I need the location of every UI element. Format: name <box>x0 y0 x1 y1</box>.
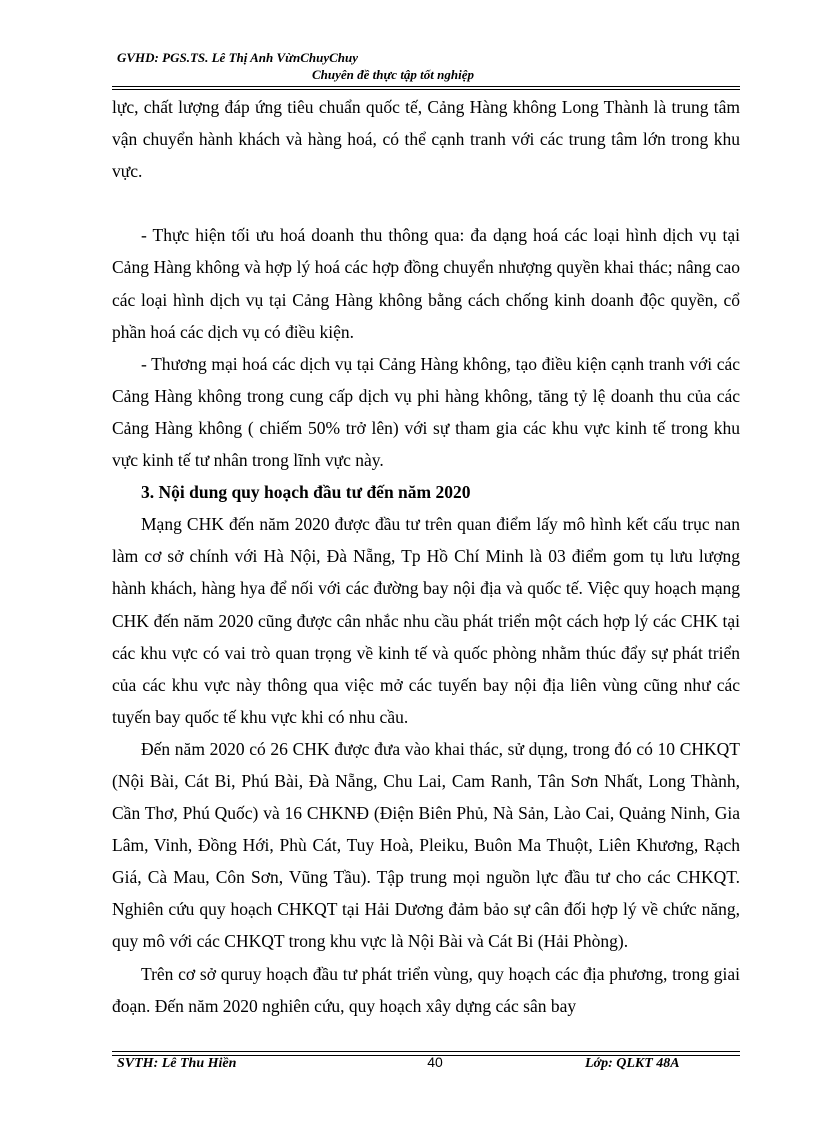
header-doc-type: Chuyên đề thực tập tốt nghiệp <box>312 67 474 82</box>
paragraph-network: Mạng CHK đến năm 2020 được đầu tư trên quan điểm lấy mô hình kết cấu trục nan làm cơ sở chính với Hà Nội, Đà Nẵng, Tp Hồ Chí Minh là 03 điểm gom tụ lưu lượng hành khách, hàng hya để nối với các đường bay nội địa và quốc tế. Việc quy hoạch mạng CHK đến năm 2020 cũng được cân nhắc nhu cầu phát triển một cách hợp lý các CHK tại các khu vực có vai trò quan trọng về kinh tế và quốc phòng nhằm thúc đẩy sự phát triển của các khu vực này thông qua việc mở các tuyến bay nội địa liên vùng cũng như các tuyến bay quốc tế khu vực khi có nhu cầu. <box>112 514 740 727</box>
paragraph-1: lực, chất lượng đáp ứng tiêu chuẩn quốc tế, Cảng Hàng không Long Thành là trung tâm vận chuyển hành khách và hàng hoá, có thể cạnh tranh với các trung tâm lớn trong khu vực. <box>112 97 740 182</box>
bullet-paragraph-revenue: - Thực hiện tối ưu hoá doanh thu thông qua: đa dạng hoá các loại hình dịch vụ tại Cảng Hàng không và hợp lý hoá các hợp đồng chuyển nhượng quyền khai thác; nâng cao các loại hình dịch vụ tại Cảng Hàng không bằng cách chống kinh doanh độc quyền, cổ phần hoá các dịch vụ có điều kiện. <box>112 225 740 342</box>
footer-class: Lớp: QLKT 48A <box>585 1056 680 1071</box>
footer-student: SVTH: Lê Thu Hiền <box>117 1056 237 1071</box>
header-divider <box>112 86 740 87</box>
bullet-paragraph-commercialization: - Thương mại hoá các dịch vụ tại Cảng Hàng không, tạo điều kiện cạnh tranh với các Cảng Hàng không trong cung cấp dịch vụ phi hàng không, tăng tỷ lệ doanh thu của các Cảng Hàng không ( chiếm 50% trở lên) với sự tham gia các khu vực kinh tế trong khu vực kinh tế tư nhân trong lĩnh vực này. <box>112 353 740 471</box>
page-number: 40 <box>427 1054 443 1070</box>
paragraph-planning: Trên cơ sở quruy hoạch đầu tư phát triển vùng, quy hoạch các địa phương, trong giai đoạn. Đến năm 2020 nghiên cứu, quy hoạch xây dựng các sân bay <box>112 963 740 1016</box>
footer-divider <box>112 1051 740 1052</box>
page-body <box>112 91 740 1022</box>
header-divider-double <box>112 89 740 90</box>
section-heading: 3. Nội dung quy hoạch đầu tư đến năm 2020 <box>141 482 471 503</box>
paragraph-airports-2020: Đến năm 2020 có 26 CHK được đưa vào khai thác, sử dụng, trong đó có 10 CHKQT (Nội Bài, Cát Bi, Phú Bài, Đà Nẵng, Chu Lai, Cam Ranh, Tân Sơn Nhất, Long Thành, Cần Thơ, Phú Quốc) và 16 CHKNĐ (Điện Biên Phủ, Nà Sản, Lào Cai, Quảng Ninh, Gia Lâm, Vinh, Đồng Hới, Phù Cát, Tuy Hoà, Pleiku, Buôn Ma Thuột, Liên Khương, Rạch Giá, Cà Mau, Côn Sơn, Vũng Tầu). Tập trung mọi nguồn lực đầu tư cho các CHKQT. Nghiên cứu quy hoạch CHKQT tại Hải Dương đảm bảo sự cân đối hợp lý về chức năng, quy mô với các CHKQT trong khu vực là Nội Bài và Cát Bi (Hải Phòng). <box>112 738 740 952</box>
header-advisor: GVHD: PGS.TS. Lê Thị Anh VừnChuyChuy <box>117 50 359 65</box>
